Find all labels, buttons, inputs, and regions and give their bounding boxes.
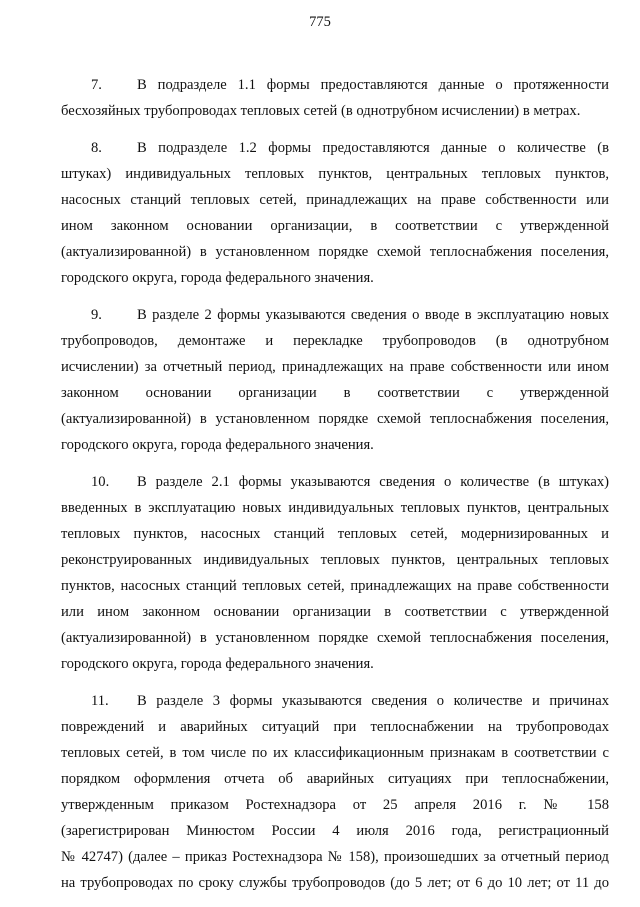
paragraph-line: бесхозяйных трубопроводах тепловых сетей (в однотрубном исчислении) в метрах.	[61, 103, 581, 119]
paragraph-line	[61, 72, 609, 98]
paragraph-line: городского округа, города федерального значения.	[61, 437, 374, 453]
paragraph-10	[61, 469, 609, 677]
paragraph-line: реконструированных индивидуальных тепловых пунктов, центральных тепловых	[61, 552, 609, 568]
paragraph-line: городского округа, города федерального значения.	[61, 270, 374, 286]
paragraph-line: утвержденным приказом Ростехнадзора от 25 апреля 2016 г. № 158	[61, 797, 609, 813]
paragraph-line: (актуализированной) в установленном порядке схемой теплоснабжения поселения,	[61, 630, 609, 646]
paragraph-line: порядком оформления отчета об аварийных ситуациях при теплоснабжении,	[61, 771, 609, 787]
paragraph-line	[61, 469, 609, 495]
paragraph-line: на трубопроводах по сроку службы трубопроводов (до 5 лет; от 6 до 10 лет; от 11 до	[61, 875, 609, 891]
paragraph-text: В разделе 2 формы указываются сведения о вводе в эксплуатацию новых	[137, 307, 609, 323]
paragraph-line: тепловых пунктов, насосных станций тепловых сетей, модернизированных и	[61, 526, 609, 542]
page-number: 775	[309, 14, 331, 30]
paragraph-line: введенных в эксплуатацию новых индивидуальных тепловых пунктов, центральных	[61, 500, 609, 516]
paragraph-number: 9.	[91, 307, 102, 323]
paragraph-line	[61, 688, 609, 714]
paragraph-text: В разделе 3 формы указываются сведения о количестве и причинах	[137, 693, 609, 709]
paragraph-11	[61, 688, 609, 896]
paragraph-line	[61, 135, 609, 161]
paragraph-line: ином законном основании организации, в соответствии с утвержденной	[61, 218, 609, 234]
paragraph-number: 8.	[91, 140, 102, 156]
paragraph-line: тепловых сетей, в том числе по их классификационным признакам в соответствии с	[61, 745, 609, 761]
paragraph-line: штуках) индивидуальных тепловых пунктов, центральных тепловых пунктов,	[61, 166, 609, 182]
document-body	[61, 72, 609, 907]
paragraph-text: В разделе 2.1 формы указываются сведения о количестве (в штуках)	[137, 474, 609, 490]
paragraph-number: 10.	[91, 474, 110, 490]
paragraph-number: 7.	[91, 77, 102, 93]
paragraph-line: городского округа, города федерального значения.	[61, 656, 374, 672]
paragraph-9	[61, 302, 609, 458]
paragraph-line: трубопроводов, демонтаже и перекладке трубопроводов (в однотрубном	[61, 333, 609, 349]
paragraph-line: № 42747) (далее – приказ Ростехнадзора № 158), произошедших за отчетный период	[61, 849, 609, 865]
paragraph-number: 11.	[91, 693, 109, 709]
paragraph-line	[61, 302, 609, 328]
paragraph-line: исчислении) за отчетный период, принадлежащих на праве собственности или ином	[61, 359, 609, 375]
paragraph-line: законном основании организации в соответствии с утвержденной	[61, 385, 609, 401]
paragraph-8	[61, 135, 609, 291]
paragraph-text: В подразделе 1.2 формы предоставляются данные о количестве (в	[137, 140, 609, 156]
paragraph-7	[61, 72, 609, 124]
paragraph-line: (актуализированной) в установленном порядке схемой теплоснабжения поселения,	[61, 244, 609, 260]
paragraph-line: (актуализированной) в установленном порядке схемой теплоснабжения поселения,	[61, 411, 609, 427]
paragraph-line: насосных станций тепловых сетей, принадлежащих на праве собственности или	[61, 192, 609, 208]
paragraph-line: (зарегистрирован Минюстом России 4 июля 2016 года, регистрационный	[61, 823, 609, 839]
paragraph-text: В подразделе 1.1 формы предоставляются данные о протяженности	[137, 77, 609, 93]
paragraph-line: или ином законном основании организации в соответствии с утвержденной	[61, 604, 609, 620]
paragraph-line: пунктов, насосных станций тепловых сетей, принадлежащих на праве собственности	[61, 578, 609, 594]
paragraph-line: повреждений и аварийных ситуаций при теплоснабжении на трубопроводах	[61, 719, 609, 735]
